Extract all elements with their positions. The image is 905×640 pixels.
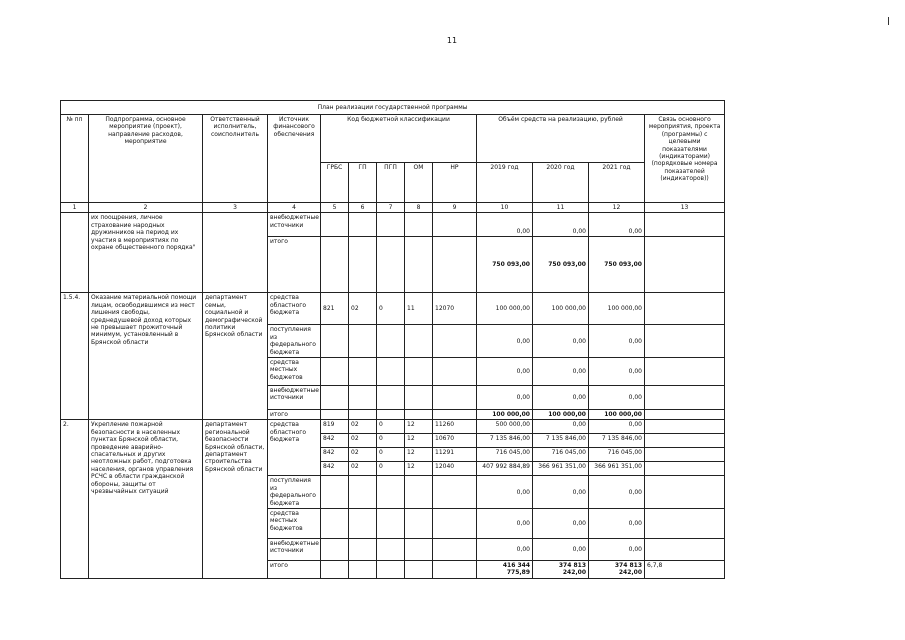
total-2020: 374 813 242,00 <box>533 561 589 579</box>
col-number: 7 <box>377 203 405 213</box>
measure-name: Укрепление пожарной безопасности в населенных пунктах Брянской области, проведение аварийно-спасательных и других неотложных работ, подготовка населения, органов управления РСЧС в области гражданской обороны, защиты от чрезвычайных ситуаций <box>89 420 203 578</box>
col-link-header: Связь основного мероприятия, проекта (программы) с целевыми показателями (индикаторами) (порядковые номера показателей (индикаторов)) <box>645 115 725 203</box>
code-nr: 11260 <box>433 420 477 434</box>
col-number: 11 <box>533 203 589 213</box>
total-2021: 750 093,00 <box>589 237 645 293</box>
row-number: 1.5.4. <box>61 293 89 420</box>
total-2020: 750 093,00 <box>533 237 589 293</box>
col-name-header: Подпрограмма, основное мероприятие (проект), направление расходов, мероприятие <box>89 115 203 203</box>
value-2019: 0,00 <box>477 358 533 386</box>
table-row <box>61 213 725 237</box>
value-2021: 0,00 <box>589 325 645 358</box>
value-2021: 0,00 <box>589 476 645 509</box>
table-row <box>61 293 725 325</box>
code-pgp: 0 <box>377 293 405 325</box>
sub-nr: НР <box>433 163 477 203</box>
source-label: внебюджетные источники <box>268 213 321 237</box>
code-grbs: 821 <box>321 293 349 325</box>
code-om: 12 <box>405 434 433 448</box>
value-2021: 0,00 <box>589 509 645 539</box>
value-2019: 500 000,00 <box>477 420 533 434</box>
value-2021: 716 045,00 <box>589 448 645 462</box>
value-2019: 716 045,00 <box>477 448 533 462</box>
value-2020: 7 135 846,00 <box>533 434 589 448</box>
value-2021: 366 961 351,00 <box>589 462 645 476</box>
col-resp-header: Ответственный исполнитель, соисполнитель <box>203 115 268 203</box>
total-2021: 374 813 242,00 <box>589 561 645 579</box>
page-number: 11 <box>446 36 458 45</box>
col-number: 5 <box>321 203 349 213</box>
sub-2019: 2019 год <box>477 163 533 203</box>
col-num-header: № пп <box>61 115 89 203</box>
value-2019: 407 992 884,89 <box>477 462 533 476</box>
source-label: средства местных бюджетов <box>268 358 321 386</box>
source-label: итого <box>268 561 321 579</box>
value-2020: 100 000,00 <box>533 293 589 325</box>
value-2021: 0,00 <box>589 539 645 561</box>
source-label: средства местных бюджетов <box>268 509 321 539</box>
col-number: 9 <box>433 203 477 213</box>
responsible: департамент региональной безопасности Брянской области, департамент строительства Брянской области <box>203 420 268 578</box>
measure-name: их поощрения, личное страхование народных дружинников на период их участия в мероприятиях по охране общественного порядка" <box>89 213 203 293</box>
code-pgp: 0 <box>377 448 405 462</box>
total-2019: 750 093,00 <box>477 237 533 293</box>
source-label: внебюджетные источники <box>268 386 321 410</box>
value-2021: 7 135 846,00 <box>589 434 645 448</box>
col-number: 4 <box>268 203 321 213</box>
sub-om: ОМ <box>405 163 433 203</box>
responsible: департамент семьи, социальной и демографической политики Брянской области <box>203 293 268 420</box>
code-grbs: 819 <box>321 420 349 434</box>
value-2019: 0,00 <box>477 386 533 410</box>
value-2020: 0,00 <box>533 386 589 410</box>
value-2021: 100 000,00 <box>589 293 645 325</box>
value-2020: 0,00 <box>533 420 589 434</box>
value-2019: 0,00 <box>477 509 533 539</box>
value-2020: 0,00 <box>533 358 589 386</box>
code-gp: 02 <box>349 434 377 448</box>
source-label: итого <box>268 237 321 293</box>
table-title: План реализации государственной программы <box>61 101 725 115</box>
value-2021: 0,00 <box>589 386 645 410</box>
value-2020: 0,00 <box>533 476 589 509</box>
col-source-header: Источник финансового обеспечения <box>268 115 321 203</box>
sub-2020: 2020 год <box>533 163 589 203</box>
value-2019: 100 000,00 <box>477 293 533 325</box>
code-nr: 10670 <box>433 434 477 448</box>
value-2019: 7 135 846,00 <box>477 434 533 448</box>
code-om: 12 <box>405 462 433 476</box>
value-2020: 0,00 <box>533 509 589 539</box>
value-2019: 0,00 <box>477 213 533 237</box>
indicator-link: 6,7,8 <box>645 561 725 579</box>
code-om: 11 <box>405 293 433 325</box>
code-om: 12 <box>405 448 433 462</box>
measure-name: Оказание материальной помощи лицам, освободившимся из мест лишения свободы, среднедушевой доход которых не превышает прожиточный минимум, установленный в Брянской области <box>89 293 203 420</box>
code-gp: 02 <box>349 293 377 325</box>
code-pgp: 0 <box>377 420 405 434</box>
code-grbs: 842 <box>321 434 349 448</box>
col-number: 10 <box>477 203 533 213</box>
col-code-header: Код бюджетной классификации <box>321 115 477 163</box>
margin-mark <box>888 17 889 25</box>
sub-grbs: ГРБС <box>321 163 349 203</box>
source-label: средства областного бюджета <box>268 293 321 325</box>
source-label: поступления из федерального бюджета <box>268 476 321 509</box>
value-2020: 0,00 <box>533 213 589 237</box>
source-label: поступления из федерального бюджета <box>268 325 321 358</box>
total-2021: 100 000,00 <box>589 410 645 420</box>
col-number: 6 <box>349 203 377 213</box>
col-number: 12 <box>589 203 645 213</box>
code-nr: 12070 <box>433 293 477 325</box>
col-number: 8 <box>405 203 433 213</box>
code-gp: 02 <box>349 420 377 434</box>
value-2019: 0,00 <box>477 539 533 561</box>
value-2019: 0,00 <box>477 476 533 509</box>
sub-2021: 2021 год <box>589 163 645 203</box>
col-number: 2 <box>89 203 203 213</box>
code-grbs: 842 <box>321 448 349 462</box>
col-number: 1 <box>61 203 89 213</box>
col-number: 3 <box>203 203 268 213</box>
code-om: 12 <box>405 420 433 434</box>
total-2020: 100 000,00 <box>533 410 589 420</box>
code-gp: 02 <box>349 448 377 462</box>
table-row <box>61 420 725 434</box>
sub-pgp: ПГП <box>377 163 405 203</box>
value-2021: 0,00 <box>589 213 645 237</box>
total-2019: 100 000,00 <box>477 410 533 420</box>
total-2019: 416 344 775,89 <box>477 561 533 579</box>
responsible <box>203 213 268 293</box>
value-2020: 0,00 <box>533 539 589 561</box>
value-2019: 0,00 <box>477 325 533 358</box>
col-amount-header: Объём средств на реализацию, рублей <box>477 115 645 163</box>
row-number <box>61 213 89 293</box>
value-2020: 366 961 351,00 <box>533 462 589 476</box>
sub-gp: ГП <box>349 163 377 203</box>
code-gp: 02 <box>349 462 377 476</box>
code-pgp: 0 <box>377 462 405 476</box>
code-nr: 11291 <box>433 448 477 462</box>
code-grbs: 842 <box>321 462 349 476</box>
value-2020: 0,00 <box>533 325 589 358</box>
source-label: внебюджетные источники <box>268 539 321 561</box>
value-2020: 716 045,00 <box>533 448 589 462</box>
value-2021: 0,00 <box>589 420 645 434</box>
code-pgp: 0 <box>377 434 405 448</box>
plan-table <box>60 100 725 579</box>
source-label: средства областного бюджета <box>268 420 321 476</box>
source-label: итого <box>268 410 321 420</box>
col-number: 13 <box>645 203 725 213</box>
row-number: 2. <box>61 420 89 578</box>
value-2021: 0,00 <box>589 358 645 386</box>
code-nr: 12040 <box>433 462 477 476</box>
